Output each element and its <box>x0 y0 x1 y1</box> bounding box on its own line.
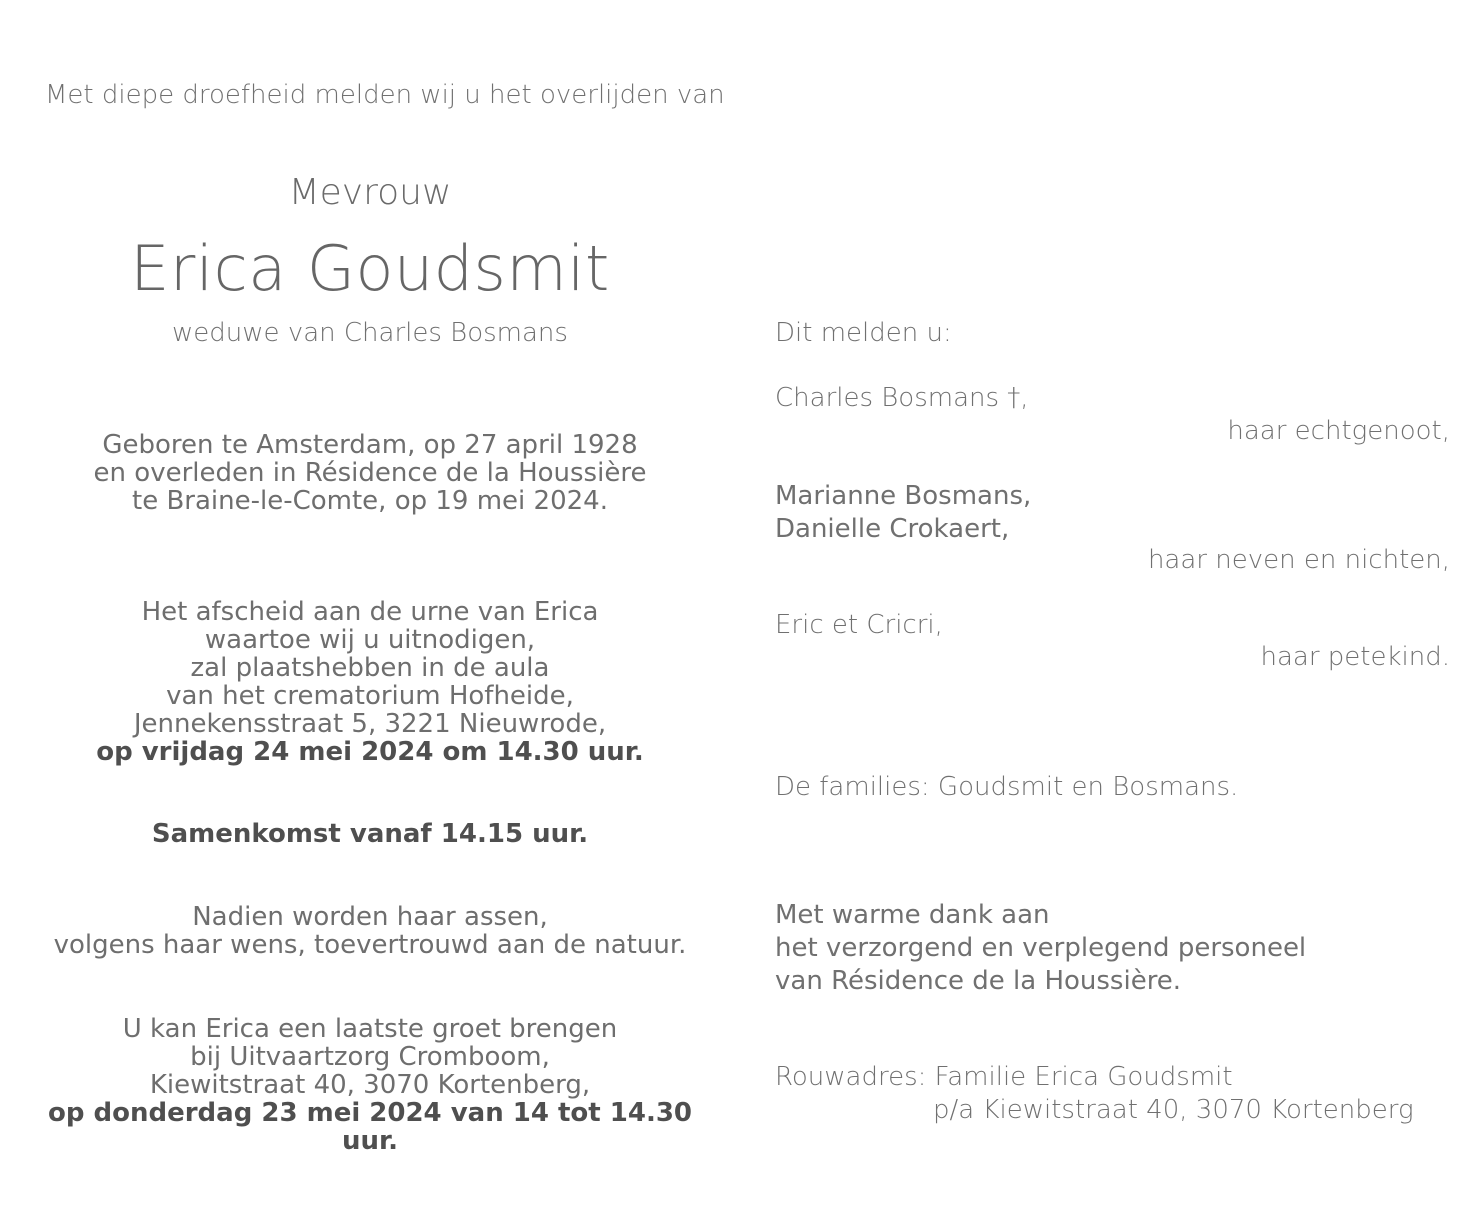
relatives-role: haar neven en nichten, <box>1147 545 1450 575</box>
godchild-role: haar petekind. <box>1260 642 1450 672</box>
announce-label: Dit melden u: <box>775 318 952 348</box>
thanks-line: Met warme dank aan <box>775 900 1050 930</box>
death-line: en overleden in Résidence de la Houssière <box>93 458 647 488</box>
birth-death-block <box>40 431 700 515</box>
ashes-line: volgens haar wens, toevertrouwd aan de natuur. <box>53 930 687 960</box>
thanks-line: van Résidence de la Houssière. <box>775 966 1182 996</box>
farewell-line: Het afscheid aan de urne van Erica <box>141 597 599 627</box>
families-line: De families: Goudsmit en Bosmans. <box>775 772 1239 802</box>
death-place-line: te Braine-le-Comte, op 19 mei 2024. <box>132 486 608 516</box>
ashes-block <box>40 903 700 959</box>
visit-date: op donderdag 23 mei 2024 van 14 tot 14.30 uur. <box>47 1098 693 1156</box>
spouse-role: haar echtgenoot, <box>1227 416 1450 446</box>
thanks-line: het verzorgend en verplegend personeel <box>775 933 1307 963</box>
widow-of: weduwe van Charles Bosmans <box>172 318 568 348</box>
mourning-address-line: p/a Kiewitstraat 40, 3070 Kortenberg <box>933 1095 1414 1125</box>
visit-block <box>40 1015 700 1155</box>
gathering-time: Samenkomst vanaf 14.15 uur. <box>151 819 589 849</box>
birth-line: Geboren te Amsterdam, op 27 april 1928 <box>102 430 638 460</box>
farewell-line: van het crematorium Hofheide, <box>166 681 574 711</box>
farewell-date: op vrijdag 24 mei 2024 om 14.30 uur. <box>96 737 644 767</box>
visit-line: Kiewitstraat 40, 3070 Kortenberg, <box>149 1070 591 1100</box>
godchild-name: Eric et Cricri, <box>775 610 943 640</box>
thanks-block <box>775 899 1306 998</box>
relative-name: Danielle Crokaert, <box>775 514 1010 544</box>
ashes-line: Nadien worden haar assen, <box>192 902 548 932</box>
spouse-name: Charles Bosmans †, <box>775 383 1029 413</box>
farewell-block <box>40 598 700 766</box>
farewell-line: zal plaatshebben in de aula <box>190 653 550 683</box>
relatives-block <box>775 480 1031 546</box>
deceased-name: Erica Goudsmit <box>130 232 610 305</box>
honorific: Mevrouw <box>288 172 452 213</box>
farewell-line: Jennekensstraat 5, 3221 Nieuwrode, <box>133 709 607 739</box>
mourning-address-label: Rouwadres: Familie Erica Goudsmit <box>775 1062 1233 1092</box>
intro-text: Met diepe droefheid melden wij u het overlijden van <box>45 80 725 110</box>
relative-name: Marianne Bosmans, <box>775 481 1032 511</box>
farewell-line: waartoe wij u uitnodigen, <box>204 625 536 655</box>
visit-line: bij Uitvaartzorg Cromboom, <box>190 1042 550 1072</box>
visit-line: U kan Erica een laatste groet brengen <box>122 1014 618 1044</box>
